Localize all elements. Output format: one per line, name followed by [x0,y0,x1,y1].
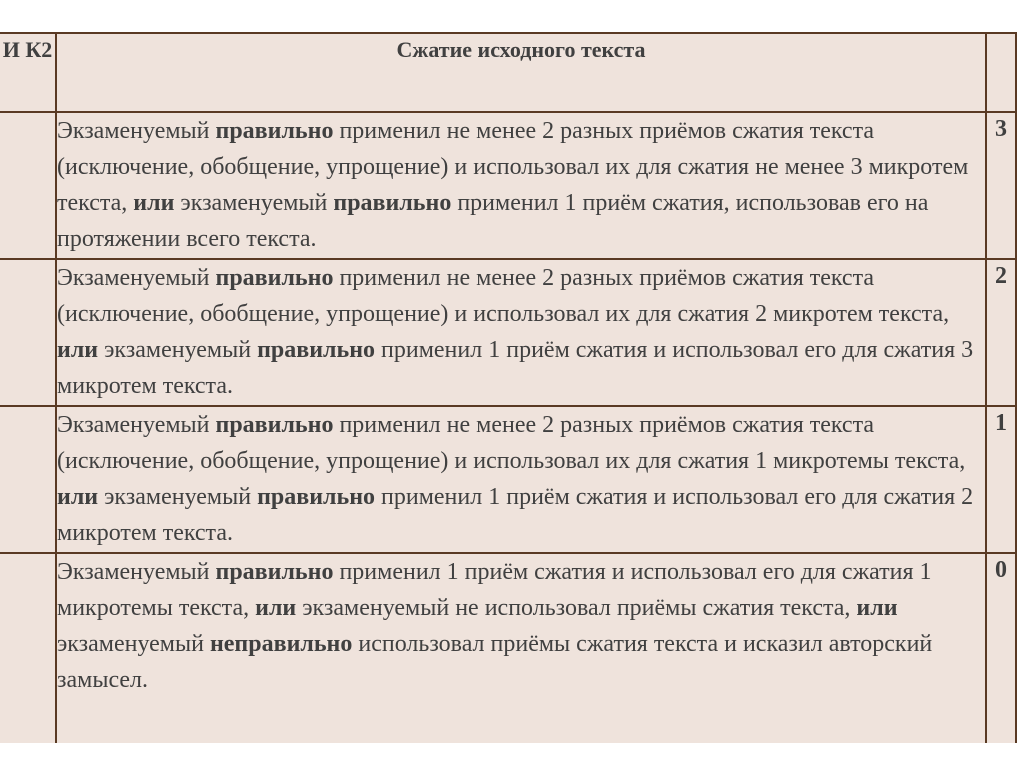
emphasis-text: неправильно [209,631,353,657]
criterion-description [56,553,986,743]
empty-cell [0,112,56,259]
emphasis-text: или [57,484,99,510]
description-text: применил не менее 2 разных приёмов сжатия текста (исключение, обобщение, упрощение) и использовал их для сжатия 1 микротемы текста, [57,412,966,474]
description-text: применил 1 приём сжатия и использовал его для сжатия 3 микротем текста. [57,337,974,399]
description-text: применил 1 приём сжатия и использовал его для сжатия 1 микротемы текста, [57,559,932,621]
score-value: 2 [986,259,1016,406]
emphasis-text: правильно [257,484,376,510]
emphasis-text: или [57,337,99,363]
empty-cell [0,553,56,743]
description-text: применил не менее 2 разных приёмов сжатия текста (исключение, обобщение, упрощение) и использовал их для сжатия не менее 3 микротем текста, [57,118,969,216]
description-text: экзаменуемый не использовал приёмы сжатия текста, [296,595,857,621]
criterion-description [56,406,986,553]
emphasis-text: правильно [333,190,452,216]
table-row [0,259,1016,406]
score-value: 0 [986,553,1016,743]
emphasis-text: или [133,190,175,216]
description-text: экзаменуемый [98,337,258,363]
description-text: экзаменуемый [174,190,334,216]
score-value: 1 [986,406,1016,553]
emphasis-text: правильно [257,337,376,363]
criteria-table [0,32,1017,743]
description-text: Экзаменуемый [57,559,216,585]
empty-cell [0,259,56,406]
emphasis-text: или [255,595,297,621]
table-row [0,406,1016,553]
criterion-description [56,259,986,406]
description-text: применил 1 приём сжатия, использовав его на протяжении всего текста. [57,190,929,252]
criterion-code-header: И К2 [0,33,56,112]
emphasis-text: правильно [215,265,334,291]
score-header [986,33,1016,112]
criterion-title-header: Сжатие исходного текста [56,33,986,112]
emphasis-text: правильно [215,559,334,585]
emphasis-text: или [856,595,898,621]
emphasis-text: правильно [215,118,334,144]
header-row [0,33,1016,112]
description-text: Экзаменуемый [57,412,216,438]
empty-cell [0,406,56,553]
description-text: Экзаменуемый [57,118,216,144]
description-text: применил 1 приём сжатия и использовал его для сжатия 2 микротем текста. [57,484,974,546]
description-text: экзаменуемый [98,484,258,510]
description-text: Экзаменуемый [57,265,216,291]
description-text: применил не менее 2 разных приёмов сжатия текста (исключение, обобщение, упрощение) и использовал их для сжатия 2 микротем текста, [57,265,950,327]
description-text: экзаменуемый [57,631,210,657]
description-text: использовал приёмы сжатия текста и исказил авторский замысел. [57,631,933,693]
score-value: 3 [986,112,1016,259]
emphasis-text: правильно [215,412,334,438]
table-row [0,112,1016,259]
table-row [0,553,1016,743]
criterion-description [56,112,986,259]
